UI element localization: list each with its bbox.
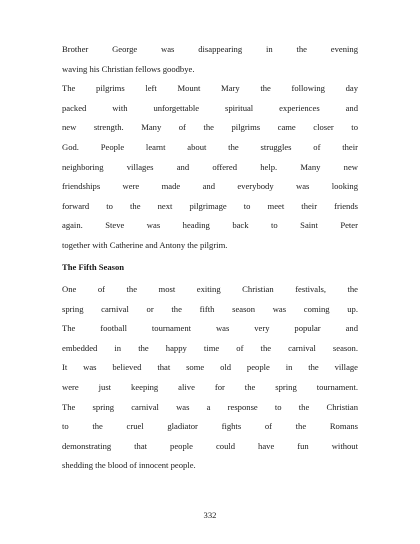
paragraph-2-line-4: God. People learnt about the struggles of their (62, 141, 358, 152)
page-body-top (62, 40, 358, 256)
paragraph-2-line-1: The pilgrims left Mount Mary the following day (62, 83, 358, 94)
paragraph-3-line-3: The football tournament was very popular and (62, 323, 358, 334)
paragraph-2-line-5: neighboring villages and offered help. Many new (62, 161, 358, 172)
paragraph-2-line-7: forward to the next pilgrimage to meet their friends (62, 200, 358, 211)
paragraph-3-line-8: to the cruel gladiator fights of the Romans (62, 421, 358, 432)
paragraph-3-line-4: embedded in the happy time of the carnival season. (62, 342, 358, 353)
paragraph-3-line-6: were just keeping alive for the spring tournament. (62, 381, 358, 392)
paragraph-1-line-1: Brother George was disappearing in the evening (62, 44, 358, 54)
paragraph-3-line-2: spring carnival or the fifth season was coming up. (62, 303, 358, 314)
page-body-bottom (62, 280, 358, 476)
paragraph-3-line-5: It was believed that some old people in the village (62, 362, 358, 373)
paragraph-1-line-2: waving his Christian fellows goodbye. (62, 63, 195, 74)
paragraph-2-line-8: again. Steve was heading back to Saint Peter (62, 220, 358, 231)
paragraph-2-line-2: packed with unforgettable spiritual experiences and (62, 102, 358, 113)
paragraph-2-line-6: friendships were made and everybody was looking (62, 181, 358, 192)
paragraph-3-line-7: The spring carnival was a response to the Christian (62, 401, 358, 412)
paragraph-3-line-10: shedding the blood of innocent people. (62, 460, 196, 471)
paragraph-2-line-3: new strength. Many of the pilgrims came closer to (62, 122, 358, 133)
paragraph-2-line-9: together with Catherine and Antony the pilgrim. (62, 239, 228, 250)
paragraph-3-line-1: One of the most exiting Christian festivals, the (62, 284, 358, 294)
paragraph-3-line-9: demonstrating that people could have fun without (62, 440, 358, 451)
page-number: 332 (203, 510, 217, 520)
section-heading: The Fifth Season (62, 262, 125, 272)
